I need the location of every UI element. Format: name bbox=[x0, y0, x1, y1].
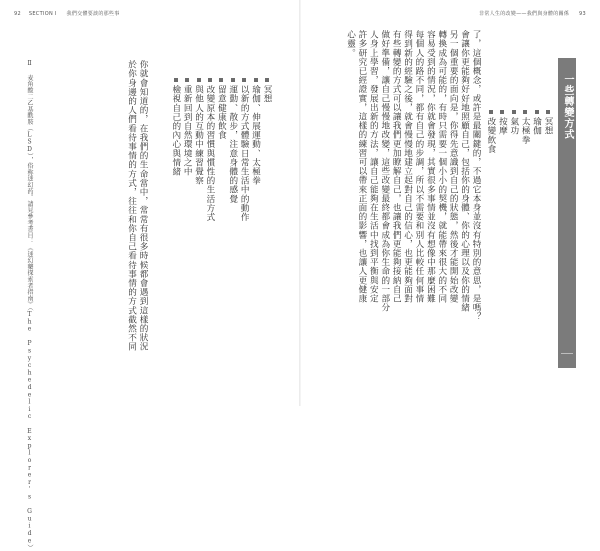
bullet-item: 瑜伽、伸展運動、太極拳 bbox=[249, 78, 260, 358]
bullet-item: 運動、散步，注意身體的感覺 bbox=[226, 78, 237, 358]
bullet-item: 冥想 bbox=[261, 78, 272, 358]
bullet-item: 以新的方式體驗日常生活中的動作 bbox=[238, 78, 249, 358]
bullet-square-icon bbox=[535, 110, 539, 114]
footnote-text: Ⅱ 麦角酸二乙基酰胺（LSD），俗称迷幻药。請見參考書目：《迷幻藥探索者指南》（The Psychedelic Explorer's Guide） bbox=[26, 60, 33, 551]
bullet-square-icon bbox=[185, 78, 189, 82]
bullet-square-icon bbox=[512, 110, 516, 114]
right-body-line: 心靈。 bbox=[345, 30, 356, 58]
bullet-item: 改變原本的習慣與慣性的生活方式 bbox=[204, 78, 215, 358]
right-body-line: 每個人的路不同，都有自己的步調，所以不需要和別人比較任何事情 bbox=[413, 30, 424, 303]
list-item: 改變飲食 bbox=[485, 110, 496, 330]
right-body-line: 會讓你更能夠好好地照顧自己，包括你的身體、你的心理以及你的情緒 bbox=[459, 30, 470, 313]
left-page bbox=[0, 0, 299, 551]
bullet-square-icon bbox=[242, 78, 246, 82]
left-running-header bbox=[14, 10, 120, 17]
bullet-item: 重新回到自然環境之中 bbox=[181, 78, 192, 358]
section-title-bar bbox=[558, 58, 576, 368]
list-item: 瑜伽 bbox=[530, 110, 541, 330]
bullet-square-icon bbox=[500, 110, 504, 114]
list-item: 按摩 bbox=[496, 110, 507, 330]
left-section-label: SECTION I bbox=[28, 11, 57, 17]
right-page-number: 93 bbox=[579, 11, 586, 17]
right-body-line: 了，這個概念，或許是最關鍵的，不過它本身並沒有特別的意思，是嗎？ bbox=[471, 30, 481, 322]
right-page bbox=[301, 0, 600, 406]
right-body-text bbox=[311, 30, 481, 360]
bullet-item: 與他人的互動中練習覺察 bbox=[192, 78, 203, 358]
list-item: 太極拳 bbox=[519, 110, 530, 330]
bullet-square-icon bbox=[197, 78, 201, 82]
left-body-line: 於你身邊的人們看待事情的方式，往往和你自己看待事情的方式截然不同 bbox=[126, 60, 137, 352]
title-bar-divider bbox=[561, 353, 573, 354]
left-body-text bbox=[104, 60, 148, 360]
left-bullet-list bbox=[152, 78, 272, 358]
right-running-header bbox=[479, 10, 586, 17]
section-title: 一些轉變方式 bbox=[562, 74, 573, 140]
right-body-line: 有些轉變的方式可以讓我們更加瞭解自己，也讓我們更能夠接納自己 bbox=[391, 30, 402, 303]
left-section-title: 我們交體要談的那些事 bbox=[66, 11, 120, 17]
left-page-number: 92 bbox=[14, 11, 21, 17]
right-body-line: 另一個重要的面向是，你得先意識到自己的狀態，然後才能開始改變 bbox=[448, 30, 459, 303]
bullet-square-icon bbox=[174, 78, 178, 82]
list-item: 氣功 bbox=[507, 110, 518, 330]
bullet-square-icon bbox=[523, 110, 527, 114]
bullet-square-icon bbox=[219, 78, 223, 82]
bullet-square-icon bbox=[489, 110, 493, 114]
right-body-line: 做好準備，讓自己慢慢地改變，這些改變最終都會成為你生命的一部分 bbox=[379, 30, 390, 313]
bullet-square-icon bbox=[254, 78, 258, 82]
bullet-square-icon bbox=[231, 78, 235, 82]
left-body-line: 你就會知道的，在我們的生命當中，常常有很多時候都會遇到這樣的狀況 bbox=[138, 60, 148, 352]
right-body-line: 容易受到的情況，你就會發現，其實很多事情並沒有想像中那麼困難 bbox=[425, 30, 436, 303]
bullet-square-icon bbox=[265, 78, 269, 82]
right-method-list bbox=[485, 110, 553, 330]
right-body-line: 許多研究已經證實，這樣的練習可以帶來正面的影響，也讓人更健康 bbox=[356, 30, 367, 303]
right-section-title: 非常人生的改變——我們與身體的關係 bbox=[479, 11, 570, 17]
bullet-square-icon bbox=[208, 78, 212, 82]
left-footnote bbox=[14, 60, 34, 551]
list-item: 冥想 bbox=[542, 110, 553, 330]
bullet-item: 留意健康飲食 bbox=[215, 78, 226, 358]
bullet-square-icon bbox=[546, 110, 550, 114]
right-body-line: 得到新的經驗之後，就會慢慢地建立起對自己的信心，也更能夠面對 bbox=[402, 30, 413, 303]
right-body-line: 轉換成為可能的，有時只需要一個小小的契機，就能帶來很大的不同 bbox=[436, 30, 447, 303]
bullet-item: 檢視自己的內心與情緒 bbox=[169, 78, 180, 358]
right-body-line: 人身上學習，發展出新的方法，讓自己能夠在生活中找到平衡與安定 bbox=[368, 30, 379, 303]
